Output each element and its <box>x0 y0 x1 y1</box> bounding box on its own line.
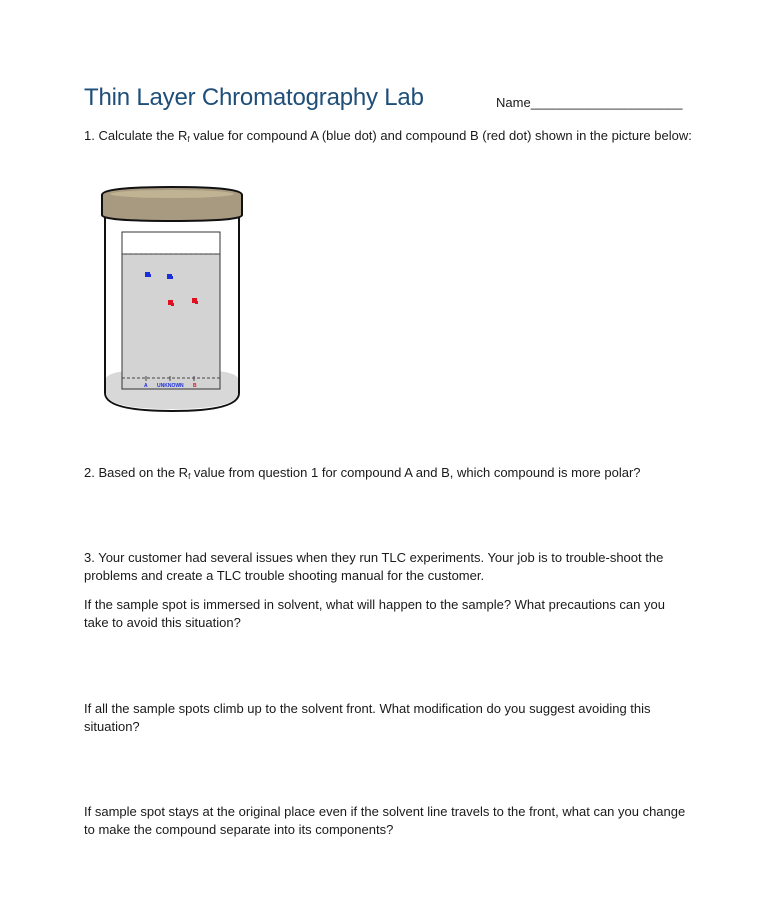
question-2-sub: f <box>188 472 191 481</box>
question-1-post: value for compound A (blue dot) and compound B (red dot) shown in the picture below: <box>189 128 692 143</box>
troubleshoot-solvent-front: If all the sample spots climb up to the solvent front. What modification do you suggest avoiding this situation? <box>84 701 651 734</box>
name-label: Name <box>496 95 531 110</box>
page-title: Thin Layer Chromatography Lab <box>84 84 424 111</box>
label-unknown: UNKNOWN <box>157 383 184 389</box>
jar-lid-highlight <box>110 190 234 198</box>
question-1 <box>84 127 692 149</box>
question-1-sub: f <box>187 135 190 144</box>
tlc-jar-figure <box>98 183 246 415</box>
troubleshoot-immersed: If the sample spot is immersed in solvent, what will happen to the sample? What precautions can you take to avoid this situation? <box>84 597 665 630</box>
label-b: B <box>193 383 197 389</box>
label-a: A <box>144 383 148 389</box>
tlc-plate-top <box>122 232 220 254</box>
question-2 <box>84 464 692 486</box>
question-3: 3. Your customer had several issues when they run TLC experiments. Your job is to trouble-shoot the problems and create a TLC trouble shooting manual for the customer. <box>84 550 664 583</box>
name-blank: _____________________ <box>530 95 683 110</box>
question-2-pre: 2. Based on the R <box>84 465 189 480</box>
question-1-pre: 1. Calculate the R <box>84 128 188 143</box>
troubleshoot-origin: If sample spot stays at the original place even if the solvent line travels to the front, what can you change to make the compound separate into its components? <box>84 804 686 837</box>
name-field <box>496 95 683 110</box>
question-2-post: value from question 1 for compound A and B, which compound is more polar? <box>190 465 641 480</box>
